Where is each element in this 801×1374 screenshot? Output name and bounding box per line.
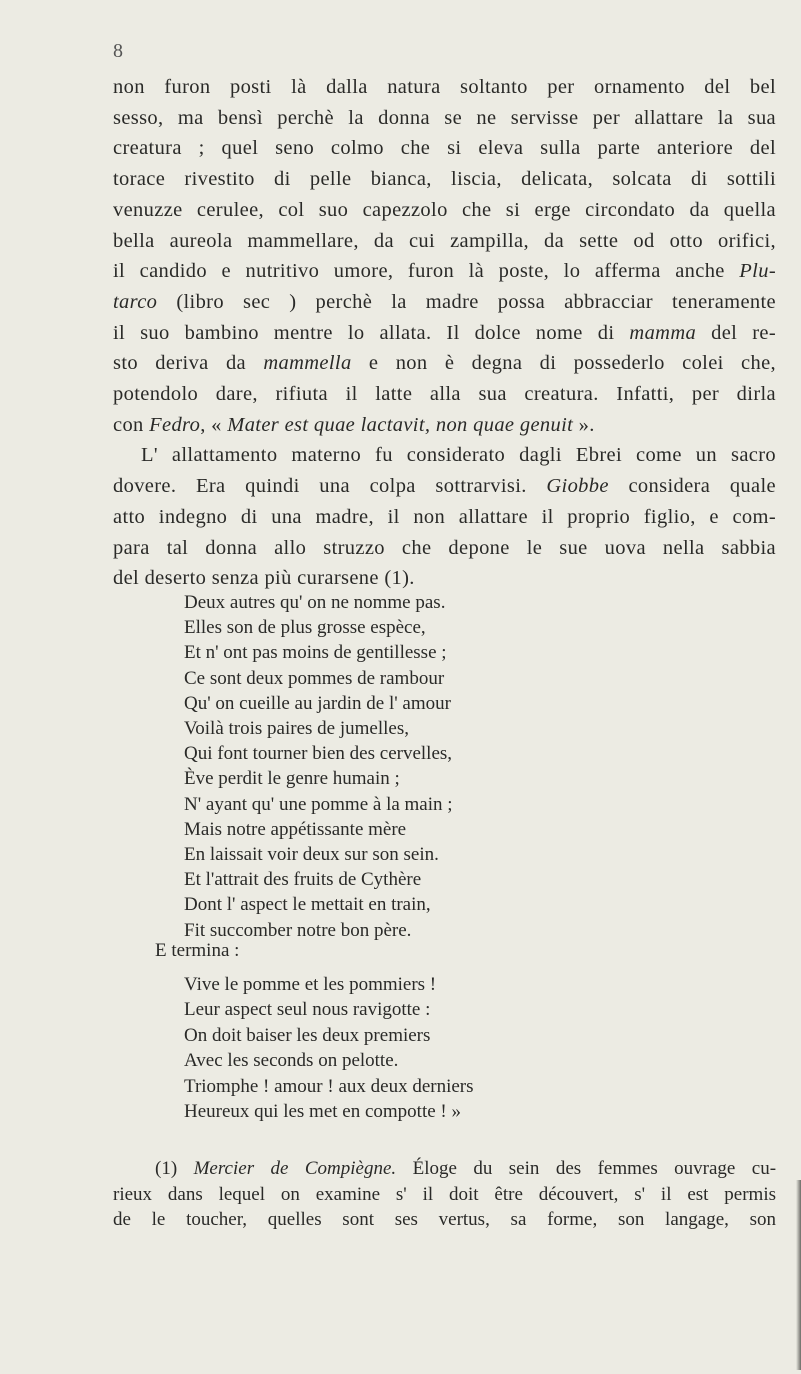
poem-verse: Dont l' aspect le mettait en train, (184, 894, 431, 916)
author-name-giobbe: Giobbe (546, 475, 609, 498)
footnote (113, 1156, 776, 1233)
main-text (113, 72, 776, 594)
text-line: atto indegno di una madre, il non allattare il proprio figlio, e com- (113, 505, 776, 528)
paragraph-2 (113, 440, 776, 594)
poem-verse: En laissait voir deux sur son sein. (184, 844, 439, 866)
poem-verse: Heureux qui les met en compotte ! » (184, 1101, 462, 1123)
text-line (113, 287, 776, 318)
poem-verse: Et n' ont pas moins de gentillesse ; (184, 642, 447, 664)
text-segment: considera quale (628, 475, 776, 498)
text-line (113, 318, 776, 349)
poem-verse: N' ayant qu' une pomme à la main ; (184, 793, 453, 815)
poem-verse: Qui font tourner bien des cervelles, (184, 743, 453, 765)
text-segment: Éloge du sein des femmes ouvrage cu- (412, 1158, 777, 1179)
poem-verse: Ève perdit le genre humain ; (184, 768, 400, 790)
poem-verse: Elles son de plus grosse espèce, (184, 617, 426, 639)
text-segment: del re- (696, 321, 776, 344)
poem-verse: Qu' on cueille au jardin de l' amour (184, 692, 451, 714)
text-segment: dovere. Era quindi una colpa sottrarvisi. (113, 475, 527, 498)
poem-verse: Et l'attrait des fruits de Cythère (184, 869, 422, 891)
poem-verse: Avec les seconds on pelotte. (184, 1050, 399, 1072)
text-line (113, 256, 776, 287)
author-name-plutarco: Plu- (739, 260, 776, 283)
paragraph-1 (113, 72, 776, 440)
text-segment: e non è degna di possederlo colei che, (351, 352, 777, 375)
poem-verse: On doit baiser les deux premiers (184, 1024, 431, 1046)
poem-verse: Mais notre appétissante mère (184, 818, 407, 840)
text-line: del deserto senza più curarsene (1). (113, 567, 415, 590)
poem-first-part (184, 590, 744, 943)
page-edge-shadow (796, 1180, 801, 1370)
text-line: potendolo dare, rifiuta il latte alla sua creatura. Infatti, per dirla (113, 383, 776, 406)
text-line (113, 471, 776, 502)
poem-verse: Voilà trois paires de jumelles, (184, 718, 409, 740)
author-name-plutarco: tarco (113, 290, 158, 313)
poem-verse: Fit succomber notre bon père. (184, 919, 412, 941)
italic-word-mammella: mammella (263, 352, 352, 375)
text-line (113, 410, 776, 441)
footnote-line: rieux dans lequel on examine s' il doit être découvert, s' il est permis (113, 1183, 776, 1205)
poem-verse: Vive le pomme et les pommiers ! (184, 974, 437, 995)
page-number: 8 (113, 40, 123, 62)
text-segment: , « (200, 413, 228, 436)
text-line: creatura ; quel seno colmo che si eleva sulla parte anteriore del (113, 137, 776, 160)
poem-verse: Triomphe ! amour ! aux deux derniers (184, 1075, 474, 1097)
poem-intro: E termina : (155, 940, 240, 961)
poem-second-part (184, 972, 474, 1124)
italic-word-mamma: mamma (629, 321, 697, 344)
footnote-line (113, 1156, 776, 1182)
text-segment: il candido e nutritivo umore, furon là poste, lo afferma anche (113, 260, 725, 283)
text-segment: con (113, 413, 144, 436)
author-name-fedro: Fedro (149, 413, 201, 436)
text-segment: sto deriva da (113, 352, 247, 375)
text-line: non furon posti là dalla natura soltanto per ornamento del bel (113, 76, 776, 98)
footnote-marker: (1) (155, 1158, 178, 1179)
text-line: sesso, ma bensì perchè la donna se ne servisse per allattare la sua (113, 106, 776, 129)
latin-quote: Mater est quae lactavit, non quae genuit (227, 413, 574, 436)
text-line: para tal donna allo struzzo che depone le sue uova nella sabbia (113, 536, 776, 559)
text-line: bella aureola mammellare, da cui zampilla, da sette od otto orifici, (113, 229, 776, 252)
text-segment: ». (573, 413, 595, 436)
text-line: torace rivestito di pelle bianca, liscia, delicata, solcata di sottili (113, 168, 776, 191)
poem-verse: Deux autres qu' on ne nomme pas. (184, 592, 446, 613)
text-segment: (libro sec ) perchè la madre possa abbracciar teneramente (176, 290, 776, 313)
text-line: venuzze cerulee, col suo capezzolo che si erge circondato da quella (113, 198, 776, 221)
text-line: L' allattamento materno fu considerato dagli Ebrei come un sacro (141, 444, 776, 467)
text-line (113, 348, 776, 379)
poem-verse: Ce sont deux pommes de rambour (184, 667, 445, 689)
footnote-line: de le toucher, quelles sont ses vertus, sa forme, son langage, son (113, 1209, 776, 1231)
footnote-author: Mercier de Compiègne. (193, 1158, 397, 1179)
text-segment: il suo bambino mentre lo allata. Il dolce nome di (113, 321, 615, 344)
poem-verse: Leur aspect seul nous ravigotte : (184, 999, 431, 1021)
